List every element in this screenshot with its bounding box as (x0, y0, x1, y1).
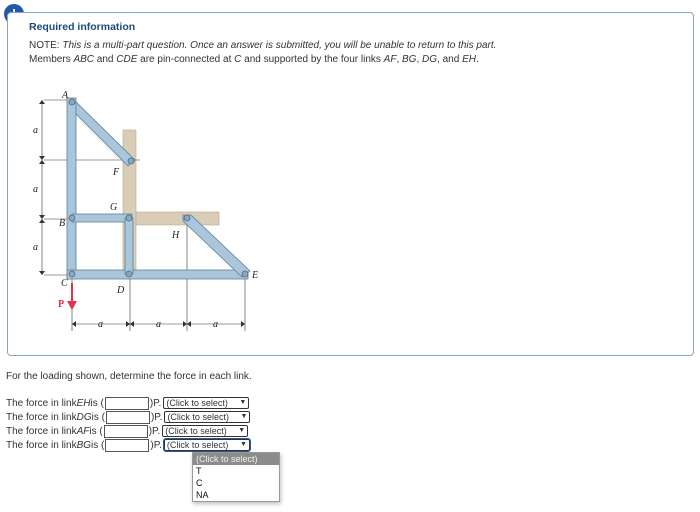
dim-a-5: a (156, 319, 161, 330)
note-prefix: NOTE: (29, 40, 60, 51)
label-h: H (172, 230, 180, 241)
truss-figure (32, 88, 272, 333)
question-row-bg: The force in link BG is ( )P. (Click to select) ▼ (6, 438, 250, 452)
af-type-select[interactable]: (Click to select) ▼ (162, 425, 248, 437)
eh-force-input[interactable] (105, 397, 149, 410)
option-click-to-select[interactable]: (Click to select) (193, 453, 279, 465)
label-g: G (110, 202, 118, 213)
dim-a-4: a (98, 319, 103, 330)
note-text: This is a multi-part question. Once an answer is submitted, you will be unable to return to this part. (62, 40, 497, 51)
option-t[interactable]: T (196, 466, 202, 476)
label-a: A (62, 90, 69, 101)
label-e: E (252, 270, 259, 281)
problem-statement: Members ABC and CDE are pin-connected at C and supported by the four links AF, BG, DG, and EH. (29, 54, 479, 65)
question-prompt: For the loading shown, determine the force in each link. (6, 371, 252, 382)
label-b: B (59, 218, 66, 229)
chevron-down-icon: ▼ (239, 399, 247, 406)
wall-support (123, 130, 219, 275)
option-c[interactable]: C (196, 478, 203, 488)
label-p: P (58, 299, 65, 310)
option-na[interactable]: NA (196, 490, 209, 500)
chevron-down-icon: ▼ (238, 427, 246, 434)
label-f: F (113, 167, 120, 178)
question-row-af: The force in link AF is ( )P. (Click to select) ▼ (6, 424, 248, 438)
chevron-down-icon: ▼ (239, 441, 247, 448)
member-abc (67, 98, 76, 278)
chevron-down-icon: ▼ (240, 413, 248, 420)
dim-a-3: a (33, 242, 38, 253)
dg-type-select[interactable]: (Click to select) ▼ (164, 411, 250, 423)
member-cde (67, 270, 248, 279)
members (67, 98, 250, 279)
dim-a-6: a (213, 319, 218, 330)
label-c: C (61, 278, 68, 289)
info-title: Required information (29, 21, 136, 33)
load-arrow (67, 283, 77, 310)
af-force-input[interactable] (104, 425, 148, 438)
bg-force-input[interactable] (105, 439, 149, 452)
dim-a-1: a (33, 125, 38, 136)
bg-type-dropdown-list (192, 452, 280, 502)
eh-type-select[interactable]: (Click to select) ▼ (163, 397, 249, 409)
question-row-eh: The force in link EH is ( )P. (Click to select) ▼ (6, 396, 249, 410)
link-dg (125, 218, 133, 274)
question-row-dg: The force in link DG is ( )P. (Click to select) ▼ (6, 410, 250, 424)
label-d: D (117, 285, 125, 296)
dim-a-2: a (33, 184, 38, 195)
dg-force-input[interactable] (106, 411, 150, 424)
note-line (29, 40, 496, 51)
link-bg (72, 214, 132, 222)
bg-type-select[interactable]: (Click to select) ▼ (164, 439, 250, 451)
